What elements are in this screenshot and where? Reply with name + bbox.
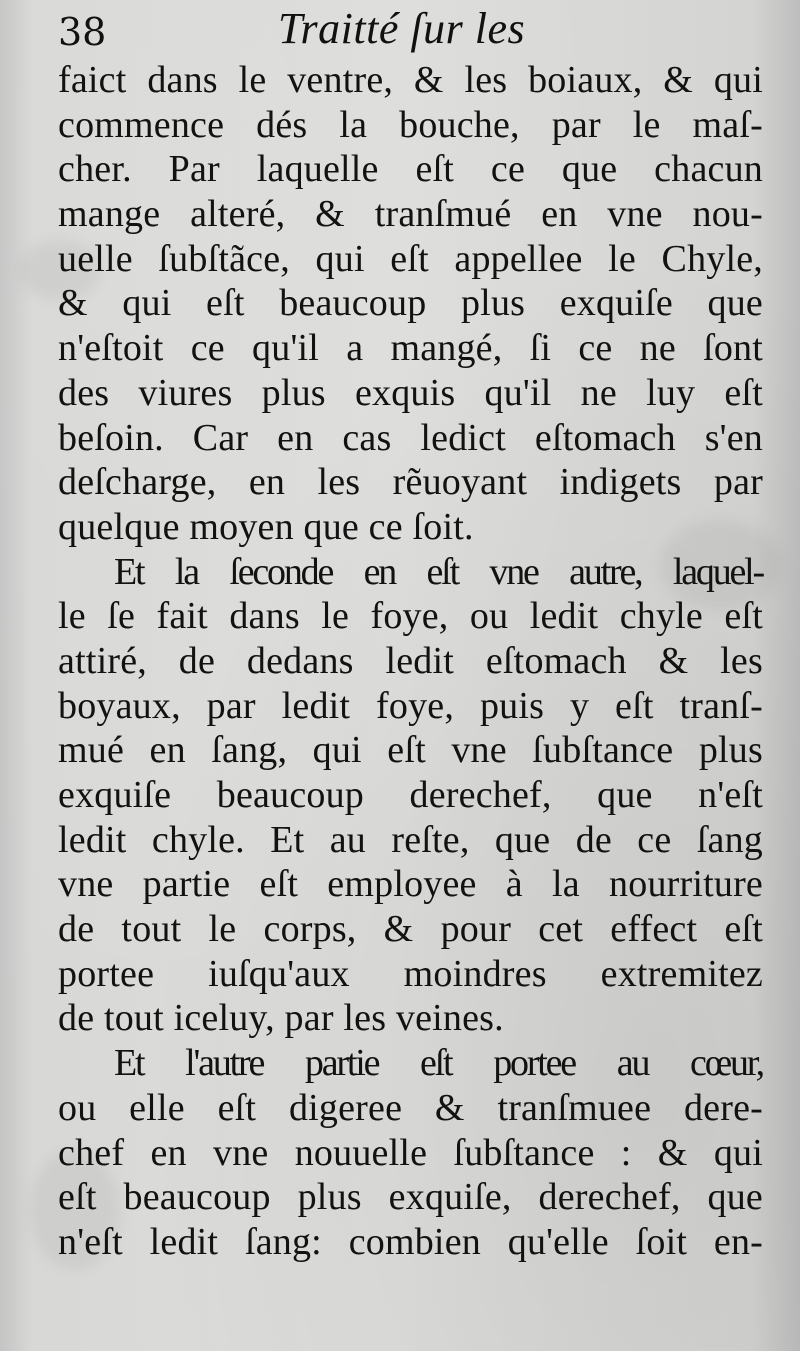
text-line: chef en vne nouuelle ſubſtance : & qui — [58, 1131, 763, 1174]
text-line: n'eſtoit ce qu'il a mangé, ſi ce ne ſont — [58, 327, 763, 370]
text-line: vne partie eſt employee à la nourriture — [58, 863, 763, 906]
text-line: uelle ſubſtãce, qui eſt appellee le Chyle, — [58, 237, 763, 280]
running-head: Traitté ſur les — [278, 4, 526, 53]
text-line: deſcharge, en les rẽuoyant indigets par — [58, 461, 763, 504]
text-line: ledit chyle. Et au reſte, que de ce ſang — [58, 818, 763, 861]
body-text — [58, 58, 763, 1265]
paragraph-first-line: Et l'autre partie eſt portee au cœur, — [114, 1042, 763, 1085]
text-line: portee iuſqu'aux moindres extremitez — [58, 952, 763, 995]
text-line: quelque moyen que ce ſoit. — [58, 505, 474, 548]
text-line: commence dés la bouche, par le maſ- — [58, 103, 763, 146]
text-line: eſt beaucoup plus exquiſe, derechef, que — [58, 1176, 763, 1219]
text-line: faict dans le ventre, & les boiaux, & qui — [58, 59, 763, 101]
text-line: exquiſe beaucoup derechef, que n'eſt — [58, 774, 763, 816]
paragraph-first-line: Et la ſeconde en eſt vne autre, laquel- — [114, 550, 763, 593]
text-line: de tout iceluy, par les veines. — [58, 997, 504, 1040]
text-line: n'eſt ledit ſang: combien qu'elle ſoit en- — [58, 1220, 763, 1263]
text-line: le ſe fait dans le foye, ou ledit chyle eſt — [58, 595, 763, 638]
page-number: 38 — [58, 10, 107, 54]
text-line: mange alteré, & tranſmué en vne nou- — [58, 193, 763, 236]
text-line: attiré, de dedans ledit eſtomach & les — [58, 639, 763, 682]
text-line: boyaux, par ledit foye, puis y eſt tranſ- — [58, 684, 763, 727]
text-line: mué en ſang, qui eſt vne ſubſtance plus — [58, 729, 763, 772]
text-line: cher. Par laquelle eſt ce que chacun — [58, 148, 763, 191]
text-line: ou elle eſt digeree & tranſmuee dere- — [58, 1086, 763, 1129]
text-line: des viures plus exquis qu'il ne luy eſt — [58, 371, 763, 414]
page-header — [0, 0, 800, 62]
text-line: & qui eſt beaucoup plus exquiſe que — [58, 282, 763, 325]
text-line: beſoin. Car en cas ledict eſtomach s'en — [58, 416, 763, 459]
text-line: de tout le corps, & pour cet effect eſt — [58, 908, 763, 951]
